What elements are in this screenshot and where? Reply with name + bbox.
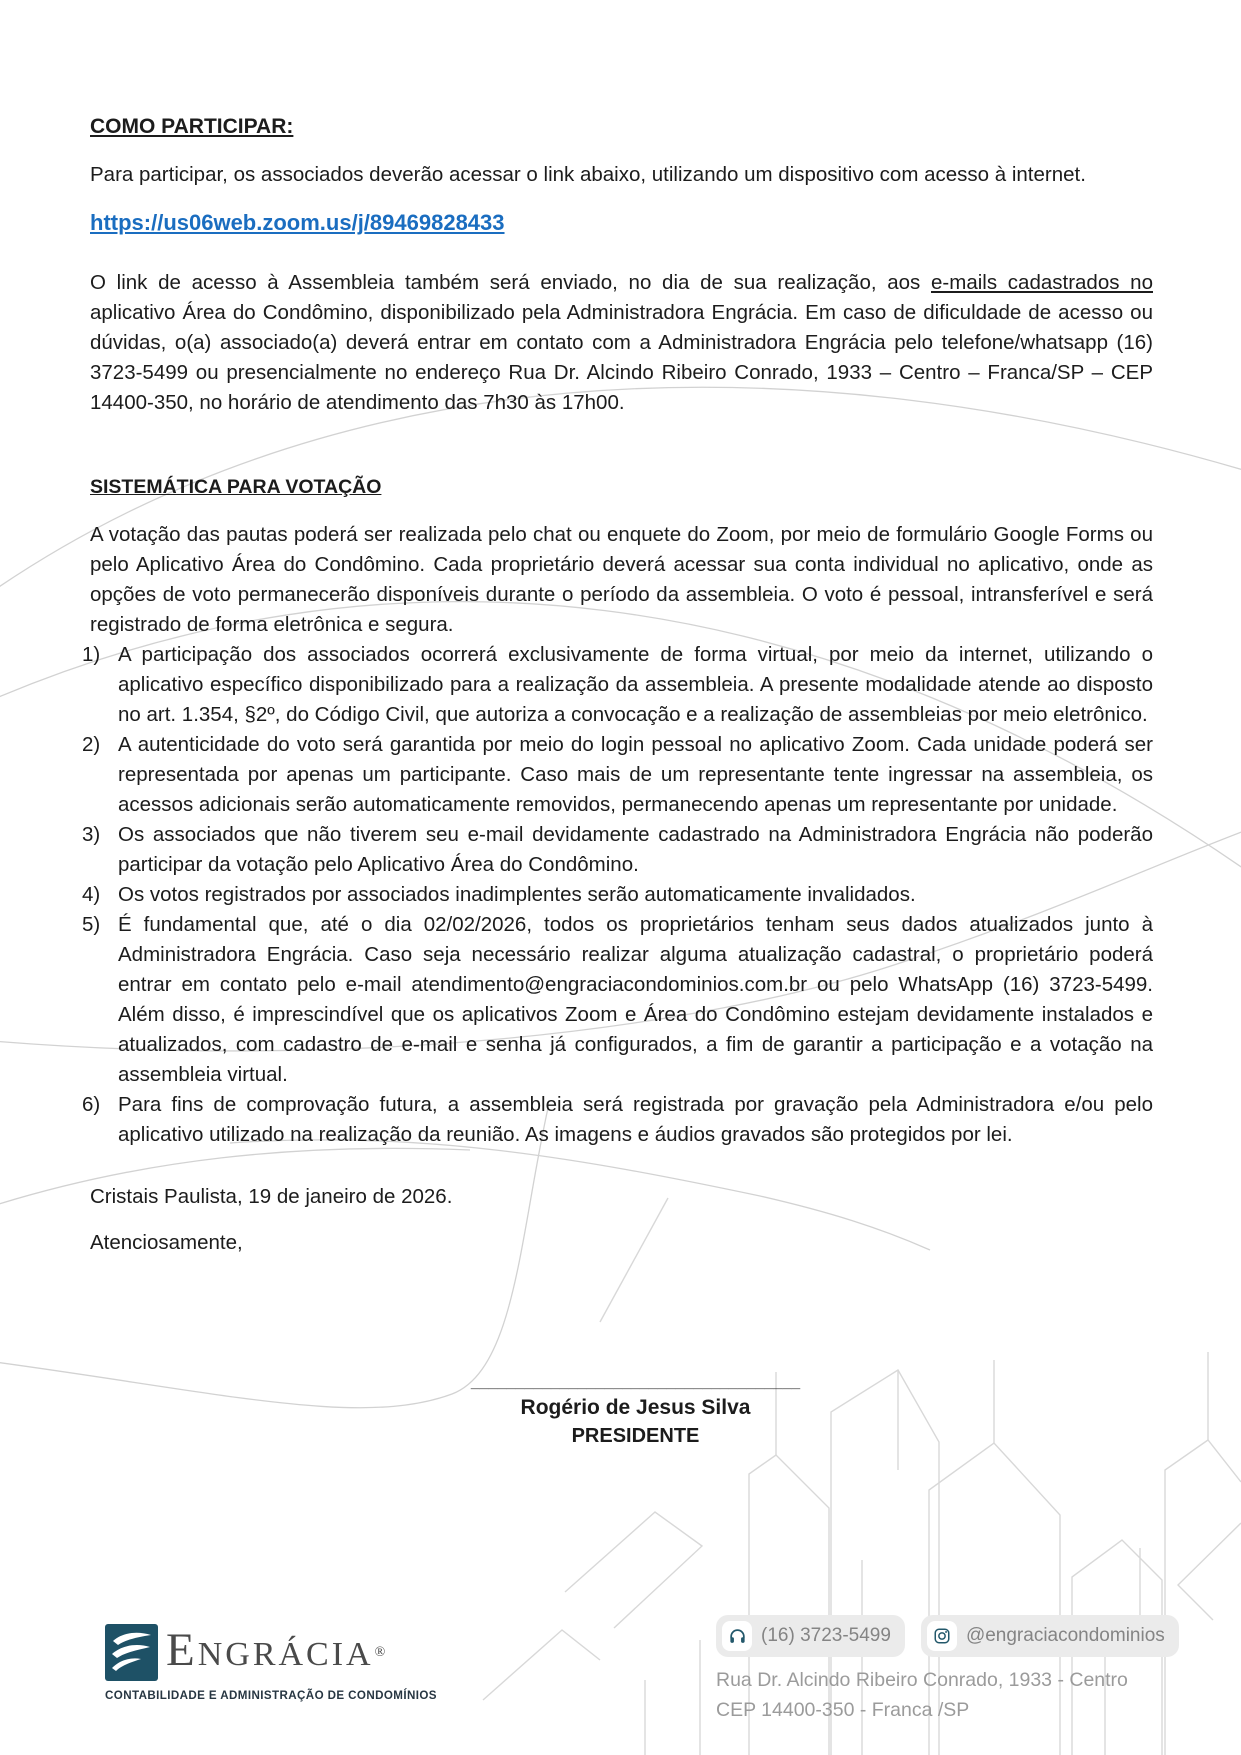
list-item-text: Os votos registrados por associados inadimplentes serão automaticamente invalidados. xyxy=(118,883,916,906)
list-item-text: Para fins de comprovação futura, a assembleia será registrada por gravação pela Administradora e/ou pelo aplicativo utilizado na realização da reunião. As imagens e áudios gravados são protegidos por lei. xyxy=(118,1093,1153,1146)
address-line-2: CEP 14400-350 - Franca /SP xyxy=(716,1699,970,1721)
list-item-number: 1) xyxy=(82,643,101,666)
list-item xyxy=(82,730,1153,820)
list-item xyxy=(82,910,1153,1090)
signatory-name: Rogério de Jesus Silva xyxy=(520,1396,751,1419)
list-item-number: 2) xyxy=(82,733,101,756)
list-item-text: A autenticidade do voto será garantida por meio do login pessoal no aplicativo Zoom. Cada unidade poderá ser representada por apenas um participante. Caso mais de um representante tente ingressar na assembleia, os acessos adicionais serão automaticamente removidos, permanecendo apenas um representante por unidade. xyxy=(118,733,1153,816)
signature-rule: _____________________________________ xyxy=(470,1374,801,1391)
list-item-number: 5) xyxy=(82,913,101,936)
list-item xyxy=(82,880,1153,910)
list-item xyxy=(82,640,1153,730)
zoom-meeting-link[interactable]: https://us06web.zoom.us/j/89469828433 xyxy=(90,210,505,235)
list-item-number: 6) xyxy=(82,1093,101,1116)
list-item-text: É fundamental que, até o dia 02/02/2026, todos os proprietários tenham seus dados atualizados junto à Administradora Engrácia. Caso seja necessário realizar alguma atualização cadastral, o proprietário poderá entrar em contato pelo e-mail atendimento@engraciacondominios.com.br ou pelo WhatsApp (16) 3723-5499. Além disso, é imprescindível que os aplicativos Zoom e Área do Condômino estejam devidamente instalados e atualizados, com cadastro de e-mail e senha já configurados, a fim de garantir a participação e a votação na assembleia virtual. xyxy=(118,913,1153,1086)
section-heading-como-participar: COMO PARTICIPAR: xyxy=(90,115,294,138)
signatory-role: PRESIDENTE xyxy=(571,1425,700,1447)
voting-intro: A votação das pautas poderá ser realizada pelo chat ou enquete do Zoom, por meio de formulário Google Forms ou pelo Aplicativo Área do Condômino. Cada proprietário deverá acessar sua conta individual no aplicativo, onde as opções de voto permanecerão disponíveis durante o período da assembleia. O voto é pessoal, intransferível e será registrado de forma eletrônica e segura. xyxy=(90,523,1153,636)
list-item xyxy=(82,1090,1153,1150)
address-line-1: Rua Dr. Alcindo Ribeiro Conrado, 1933 - Centro xyxy=(716,1669,1128,1691)
list-item-text: Os associados que não tiverem seu e-mail devidamente cadastrado na Administradora Engrácia não poderão participar da votação pelo Aplicativo Área do Condômino. xyxy=(118,823,1153,876)
access-text-underlined: e-mails cadastrados no xyxy=(931,271,1153,294)
signature-block xyxy=(396,1372,876,1450)
registered-trademark-symbol: ® xyxy=(374,1644,386,1660)
phone-number: (16) 3723-5499 xyxy=(761,1625,891,1646)
place-date-line: Cristais Paulista, 19 de janeiro de 2026. xyxy=(90,1185,453,1208)
list-item xyxy=(82,820,1153,880)
access-text-before: O link de acesso à Assembleia também será enviado, no dia de sua realização, aos xyxy=(90,271,932,294)
brand-wordmark: ENGRÁCIA xyxy=(166,1624,374,1676)
brand-tagline: CONTABILIDADE E ADMINISTRAÇÃO DE CONDOMÍNIOS xyxy=(105,1689,437,1702)
participation-intro: Para participar, os associados deverão acessar o link abaixo, utilizando um dispositivo com acesso à internet. xyxy=(90,163,1086,186)
voting-rules-list xyxy=(82,640,1153,1150)
salutation: Atenciosamente, xyxy=(90,1231,243,1254)
list-item-number: 3) xyxy=(82,823,101,846)
access-paragraph xyxy=(90,268,1153,418)
list-item-text: A participação dos associados ocorrerá exclusivamente de forma virtual, por meio da internet, utilizando o aplicativo específico disponibilizado para a realização da assembleia. A presente modalidade atende ao disposto no art. 1.354, §2º, do Código Civil, que autoriza a convocação e a realização de assembleias por meio eletrônico. xyxy=(118,643,1153,726)
access-text-after: aplicativo Área do Condômino, disponibilizado pela Administradora Engrácia. Em caso de dificuldade de acesso ou dúvidas, o(a) associado(a) deverá entrar em contato com a Administradora Engrácia pelo telefone/whatsapp (16) 3723-5499 ou presencialmente no endereço Rua Dr. Alcindo Ribeiro Conrado, 1933 – Centro – Franca/SP – CEP 14400-350, no horário de atendimento das 7h30 às 17h00. xyxy=(90,301,1153,414)
list-item-number: 4) xyxy=(82,883,101,906)
instagram-handle: @engraciacondominios xyxy=(965,1625,1165,1646)
section-heading-sistematica-votacao: SISTEMÁTICA PARA VOTAÇÃO xyxy=(90,476,382,498)
